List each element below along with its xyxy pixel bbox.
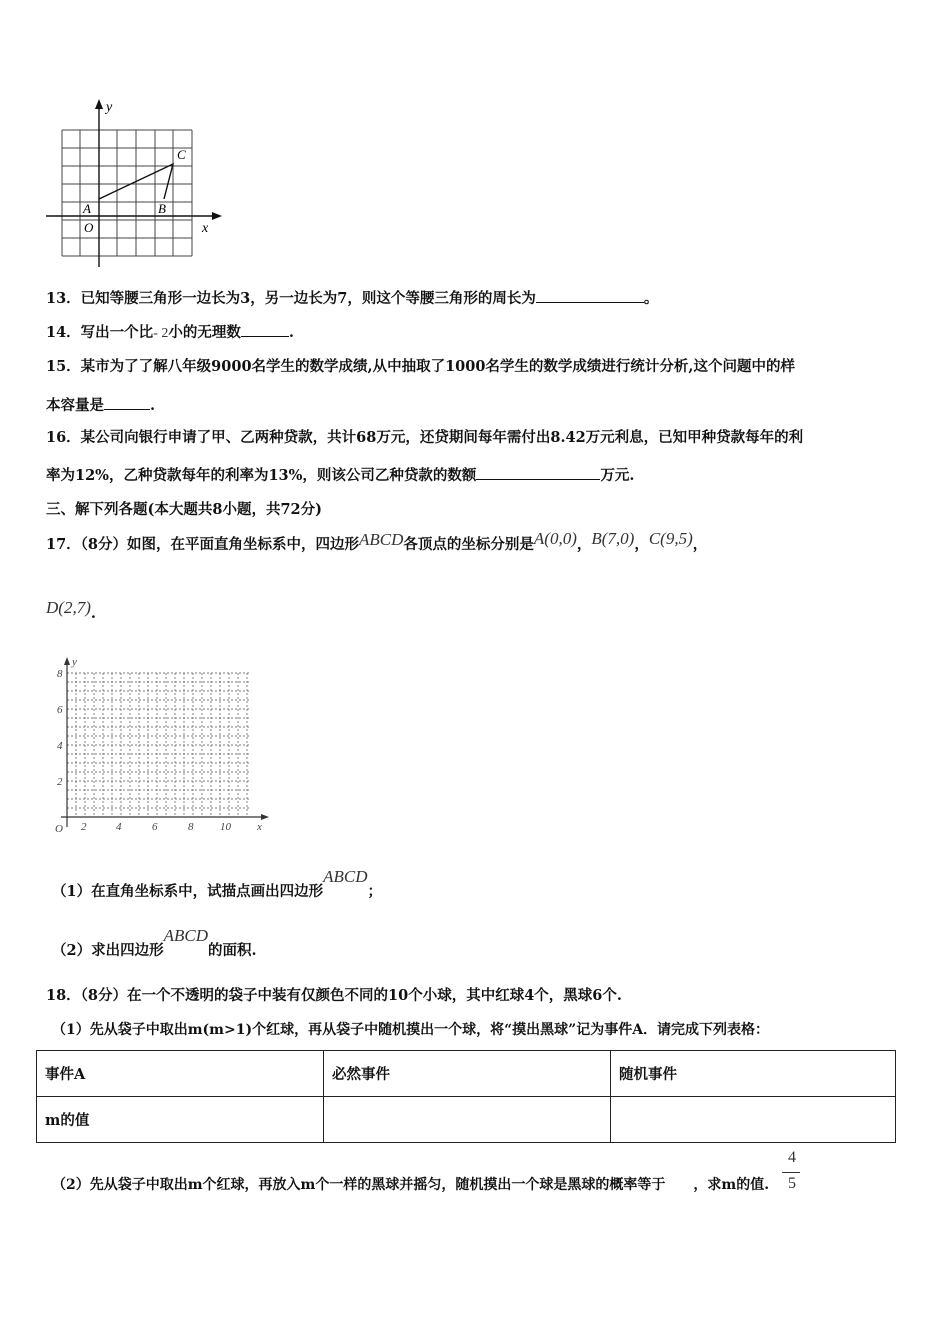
- q17-part1-prefix: （1）在直角坐标系中，试描点画出四边形: [52, 883, 324, 900]
- q17-tick-y-4: 4: [57, 740, 63, 752]
- q14-math: - 2: [153, 326, 169, 341]
- question-17-line-2: [46, 598, 96, 624]
- table-cell-random-answer[interactable]: [611, 1097, 896, 1143]
- q17-point-b: B(7,0): [591, 529, 635, 548]
- q17-part1-end: ；: [367, 883, 382, 900]
- label-b: B: [158, 201, 166, 216]
- q17-prefix: 17．（8分）如图，在平面直角坐标系中，四边形: [46, 536, 360, 553]
- q14-prefix: 14．写出一个比: [46, 324, 154, 341]
- q17-point-c: C(9,5): [648, 529, 693, 548]
- q13-text: 13．已知等腰三角形一边长为3，另一边长为7，则这个等腰三角形的周长为: [46, 290, 536, 307]
- q17-part2-shape: ABCD: [163, 926, 208, 945]
- q17-point-a: A(0,0): [533, 529, 577, 548]
- grid-lines: [62, 130, 192, 256]
- grid-dotted-lines: [67, 673, 249, 817]
- q14-answer-blank[interactable]: [241, 322, 289, 337]
- q17-tick-x-4: 4: [116, 821, 122, 833]
- q17-sep-3: ，: [692, 536, 708, 553]
- q14-end: .: [288, 324, 294, 341]
- q16-answer-blank[interactable]: [476, 465, 600, 480]
- q17-sep-2: ，: [634, 536, 649, 553]
- q17-shape: ABCD: [359, 530, 404, 549]
- table-row: [37, 1051, 896, 1097]
- table-cell-certain-answer[interactable]: [324, 1097, 611, 1143]
- q18-frac-numerator: 4: [788, 1149, 796, 1166]
- q17-end: .: [90, 605, 96, 622]
- q14-suffix: 小的无理数: [168, 324, 241, 341]
- q18-part-2: [52, 1175, 769, 1195]
- section-3-heading: 三、解下列各题(本大题共8小题，共72分): [46, 501, 322, 518]
- q18-frac-denominator: 5: [788, 1175, 796, 1192]
- question-14: [46, 322, 294, 344]
- q13-answer-blank[interactable]: [536, 288, 644, 303]
- q17-y-axis-arrow: [64, 657, 70, 665]
- table-row: [37, 1097, 896, 1143]
- question-13: [46, 288, 658, 309]
- q18-event-table: [36, 1050, 896, 1143]
- q18-part2-prefix: （2）先从袋子中取出m个红球，再放入m个一样的黑球并摇匀，随机摸出一个球是黑球的概率等于: [52, 1177, 666, 1193]
- q17-tick-y-8: 8: [57, 668, 63, 680]
- q17-part2-prefix: （2）求出四边形: [52, 942, 164, 959]
- question-15-line-2: [46, 395, 155, 416]
- question-15-line-1: 15．某市为了了解八年级9000名学生的数学成绩,从中抽取了1000名学生的数学成绩进行统计分析,这个问题中的样: [46, 358, 795, 375]
- x-axis-arrow: [212, 212, 222, 220]
- figure-1-triangle-grid: [40, 95, 230, 270]
- q17-x-axis-arrow: [261, 814, 269, 820]
- q17-point-d: D(2,7): [46, 598, 91, 617]
- q17-coordinate-grid: [45, 655, 275, 840]
- table-header-event-a: 事件A: [37, 1051, 324, 1097]
- q17-part-1: [52, 867, 382, 902]
- q15-answer-blank[interactable]: [104, 395, 150, 410]
- q18-part2-suffix: ，求m的值.: [693, 1177, 770, 1193]
- label-x: x: [202, 221, 209, 236]
- question-16-line-2: [46, 465, 634, 486]
- q17-sep-1: ，: [576, 536, 592, 553]
- q15-line2: 本容量是: [46, 397, 104, 414]
- q17-tick-x-6: 6: [152, 821, 158, 833]
- q15-end: .: [150, 397, 156, 414]
- q17-tick-x-10: 10: [220, 821, 231, 833]
- q17-part2-end: 的面积.: [207, 942, 257, 959]
- q17-tick-x-2: 2: [81, 821, 87, 833]
- q17-tick-y-6: 6: [57, 704, 63, 716]
- y-axis-arrow: [95, 99, 103, 109]
- q17-axis-x-label: x: [257, 821, 262, 833]
- table-row-label-m: m的值: [37, 1097, 324, 1143]
- label-o: O: [84, 220, 94, 235]
- q17-tick-x-8: 8: [188, 821, 194, 833]
- q17-part-2: [52, 926, 257, 961]
- q16-end: 万元.: [600, 467, 635, 484]
- q13-suffix: 。: [643, 290, 659, 307]
- q17-axis-y-label: y: [72, 656, 77, 668]
- q17-part1-shape: ABCD: [323, 867, 368, 886]
- question-17-line-1: [46, 529, 708, 555]
- q17-mid: 各顶点的坐标分别是: [403, 536, 534, 553]
- table-header-certain: 必然事件: [324, 1051, 611, 1097]
- label-y: y: [106, 100, 113, 115]
- q17-tick-x-0: O: [55, 823, 63, 835]
- table-header-random: 随机事件: [611, 1051, 896, 1097]
- question-18-intro: 18．（8分）在一个不透明的袋子中装有仅颜色不同的10个小球，其中红球4个，黑球6个.: [46, 987, 622, 1004]
- label-a: A: [83, 201, 91, 216]
- label-c: C: [177, 147, 186, 162]
- q16-line2: 率为12%，乙种贷款每年的利率为13%，则该公司乙种贷款的数额: [46, 467, 477, 484]
- question-16-line-1: 16．某公司向银行申请了甲、乙两种贷款，共计68万元，还贷期间每年需付出8.42万元利息，已知甲种贷款每年的利: [46, 429, 804, 446]
- q18-part-1: （1）先从袋子中取出m(m>1)个红球，再从袋子中随机摸出一个球，将“摸出黑球”记为事件A．请完成下列表格：: [52, 1022, 770, 1038]
- q18-frac-bar: [782, 1172, 800, 1173]
- q17-tick-y-2: 2: [57, 776, 63, 788]
